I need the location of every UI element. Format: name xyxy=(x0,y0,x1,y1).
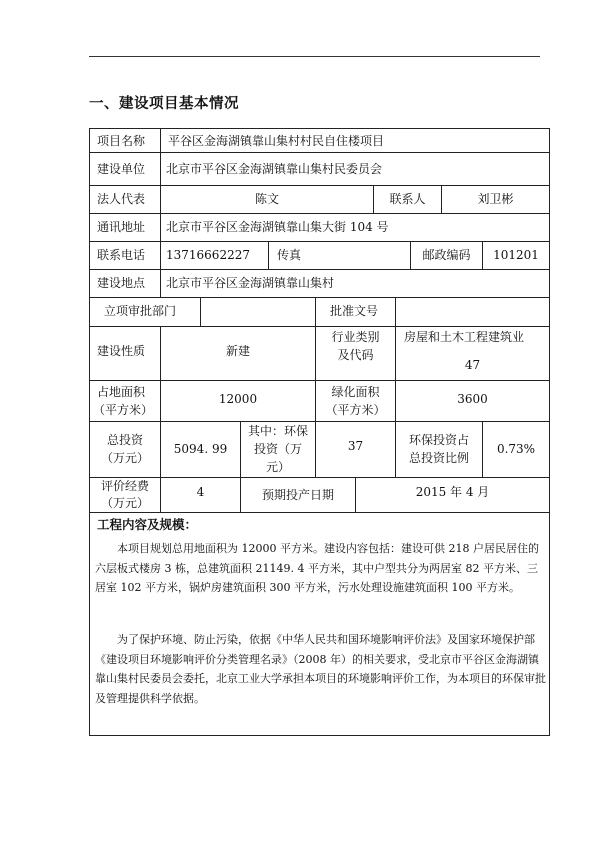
content-paragraph-1: 本项目规划总用地面积为 12000 平方米。建设内容包括：建设可供 218 户居民居住的六层板式楼房 3 栋，总建筑面积 21149. 4 平方米，其中户型共分为两居室 82 平方米、三居室 102 平方米，锅炉房建筑面积 300 平方米，污水处理设施建筑面积 100 平方米。 xyxy=(95,542,539,595)
industry-label-line1: 行业类别 xyxy=(331,330,380,344)
col-divider xyxy=(160,213,161,241)
env-investment-label-line1: 其中：环保 xyxy=(247,424,308,438)
address-value: 北京市平谷区金海湖镇靠山集大街 104 号 xyxy=(166,220,389,234)
row-divider xyxy=(90,512,549,513)
eval-cost-label-line1: 评价经费 xyxy=(100,479,149,493)
col-divider xyxy=(395,297,396,326)
area-label-line1: 占地面积 xyxy=(97,385,146,399)
industry-code-value: 47 xyxy=(464,358,481,372)
nature-value: 新建 xyxy=(225,344,250,358)
legal-rep-label: 法人代表 xyxy=(97,192,146,206)
project-name-value: 平谷区金海湖镇靠山集村村民自住楼项目 xyxy=(168,134,385,148)
approval-doc-label: 批准文号 xyxy=(330,304,379,318)
industry-value-line1: 房屋和土木工程建筑业 xyxy=(404,330,525,344)
env-ratio-label-line1: 环保投资占 xyxy=(408,433,469,447)
row-divider xyxy=(90,185,549,186)
area-value: 12000 xyxy=(218,392,258,406)
row-divider xyxy=(90,213,549,214)
approval-dept-label: 立项审批部门 xyxy=(104,304,177,318)
unit-label: 建设单位 xyxy=(97,162,146,176)
location-value: 北京市平谷区金海湖镇靠山集村 xyxy=(166,276,335,290)
col-divider xyxy=(160,152,161,185)
env-investment-label-line2: 投资（万 xyxy=(253,442,302,456)
row-divider xyxy=(90,297,549,298)
contact-label: 联系人 xyxy=(389,192,426,206)
row-divider xyxy=(90,241,549,242)
env-investment-value: 37 xyxy=(347,439,364,453)
investment-label-line2: （万元） xyxy=(100,451,149,465)
green-area-label-line1: 绿化面积 xyxy=(331,385,380,399)
row-divider xyxy=(90,152,549,153)
address-label: 通讯地址 xyxy=(97,220,146,234)
env-investment-label-line3: 元） xyxy=(265,460,290,474)
col-divider xyxy=(268,241,269,269)
investment-value: 5094. 99 xyxy=(173,442,228,456)
project-name-label: 项目名称 xyxy=(97,134,146,148)
content-paragraph-2: 为了保护环境、防止污染，依据《中华人民共和国环境影响评价法》及国家环境保护部《建设项目环境影响评价分类管理名录》（2008 年）的相关要求，受北京市平谷区金海湖镇靠山集村民委员会委托，北京工业大学承担本项目的环境影响评价工作，为本项目的环保审批及管理提供科学依据。 xyxy=(95,633,546,706)
nature-label: 建设性质 xyxy=(97,344,146,358)
contact-value: 刘卫彬 xyxy=(477,192,514,206)
col-divider xyxy=(200,297,201,326)
area-label-line2: （平方米） xyxy=(93,403,154,417)
green-area-label-line2: （平方米） xyxy=(325,403,386,417)
env-ratio-value: 0.73% xyxy=(496,442,536,456)
env-ratio-label-line2: 总投资比例 xyxy=(408,451,469,465)
row-divider xyxy=(90,380,549,381)
investment-label-line1: 总投资 xyxy=(106,433,143,447)
col-divider xyxy=(395,421,396,477)
legal-rep-value: 陈文 xyxy=(254,192,279,206)
col-divider xyxy=(160,269,161,297)
industry-label-line2: 及代码 xyxy=(337,348,374,362)
phone-label: 联系电话 xyxy=(97,248,146,262)
section-heading: 一、建设项目基本情况 xyxy=(89,96,239,112)
location-label: 建设地点 xyxy=(97,276,146,290)
eval-cost-label-line2: （万元） xyxy=(100,496,149,510)
eval-cost-value: 4 xyxy=(196,485,205,499)
col-divider xyxy=(160,129,161,152)
start-date-value: 2015 年 4 月 xyxy=(415,485,490,499)
col-divider xyxy=(160,241,161,269)
phone-value: 13716662227 xyxy=(166,248,250,262)
green-area-value: 3600 xyxy=(457,392,488,406)
start-date-label: 预期投产日期 xyxy=(261,488,334,502)
row-divider xyxy=(90,269,549,270)
content-section-title: 工程内容及规模： xyxy=(97,517,198,532)
row-divider xyxy=(90,421,549,422)
row-divider xyxy=(90,326,549,327)
postcode-value: 101201 xyxy=(493,248,539,262)
col-divider xyxy=(315,297,316,326)
header-rule xyxy=(89,56,540,57)
fax-label: 传真 xyxy=(277,248,302,262)
postcode-label: 邮政编码 xyxy=(422,248,471,262)
unit-value: 北京市平谷区金海湖镇靠山集村民委员会 xyxy=(166,162,383,176)
project-info-table xyxy=(89,128,550,736)
